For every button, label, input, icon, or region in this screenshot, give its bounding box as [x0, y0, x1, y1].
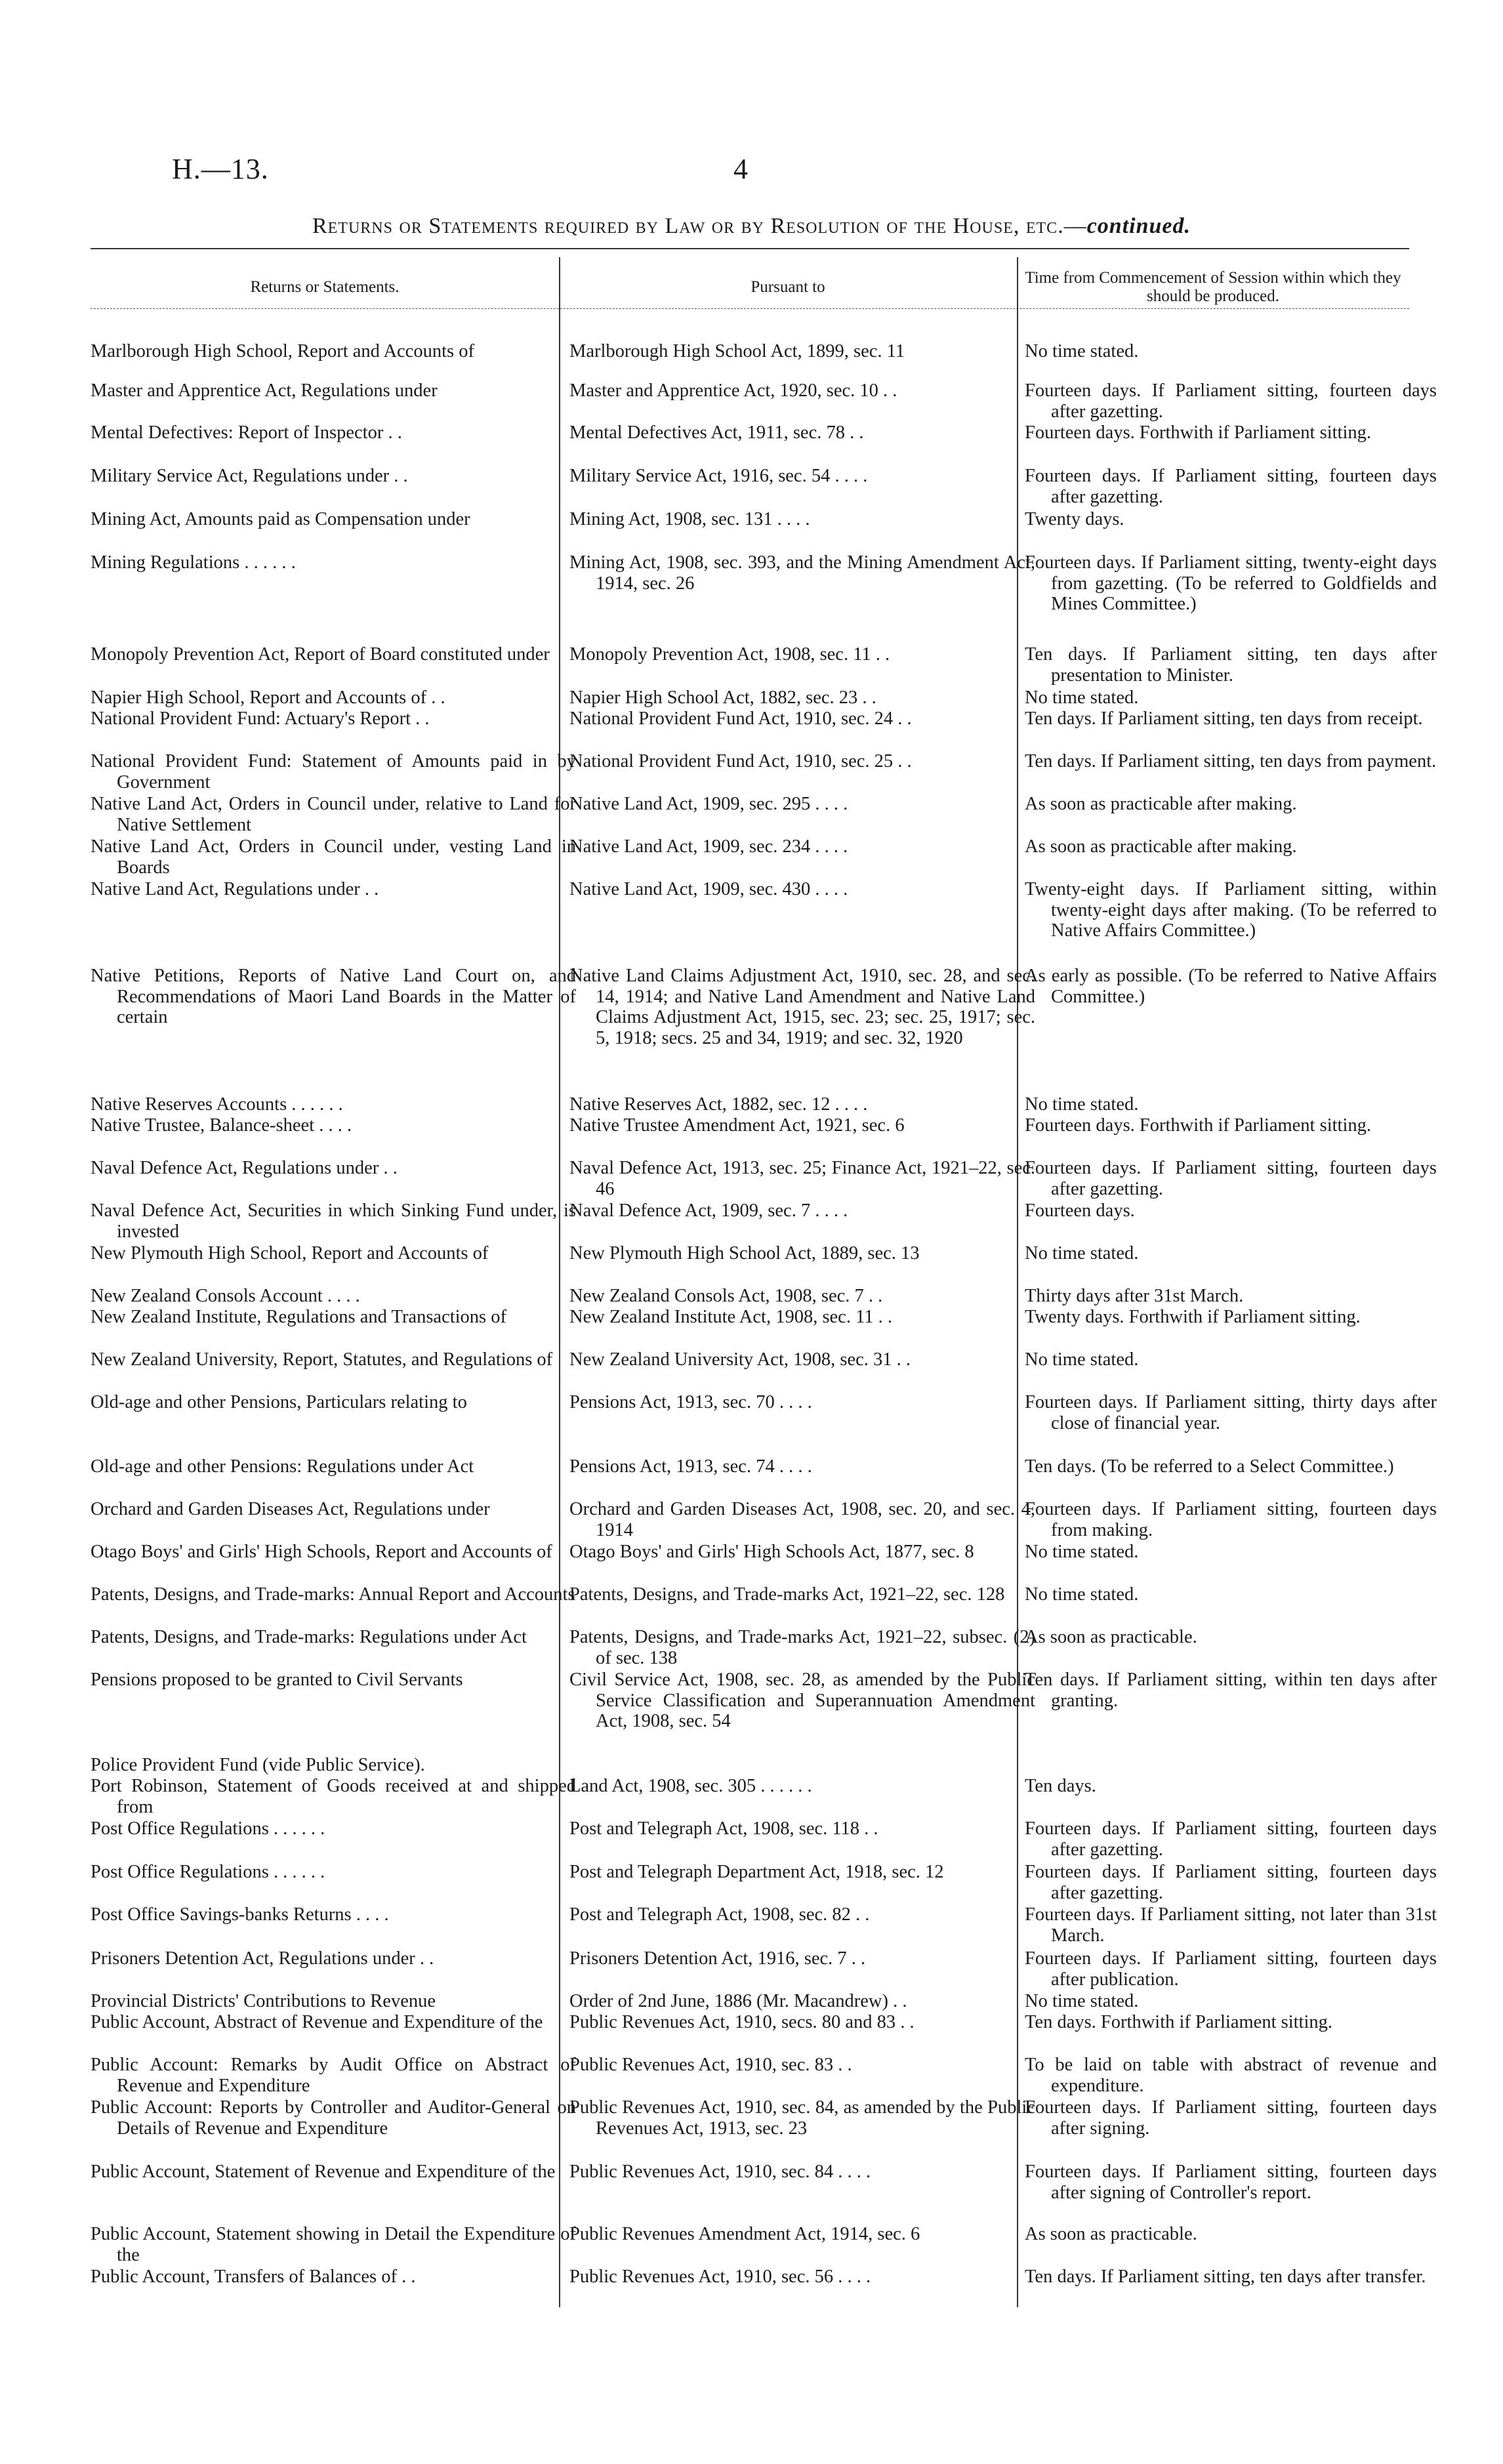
pursuant-cell: Post and Telegraph Department Act, 1918, sec. 12: [569, 1862, 944, 1882]
pursuant-cell: Native Land Act, 1909, sec. 295 . . . .: [569, 794, 848, 814]
returns-cell: Mining Act, Amounts paid as Compensation under: [91, 509, 470, 529]
returns-cell: Military Service Act, Regulations under . .: [91, 466, 408, 486]
pursuant-cell: Order of 2nd June, 1886 (Mr. Macandrew) . .: [569, 1991, 907, 2011]
time-cell: As soon as practicable after making.: [1025, 794, 1297, 814]
time-cell: Fourteen days. Forthwith if Parliament sitting.: [1025, 422, 1371, 443]
returns-cell: National Provident Fund: Actuary's Report . .: [91, 708, 430, 729]
returns-cell: Old-age and other Pensions: Regulations under Act: [91, 1456, 474, 1477]
time-cell: No time stated.: [1025, 341, 1139, 361]
pursuant-cell: Post and Telegraph Act, 1908, sec. 118 . .: [569, 1818, 878, 1839]
returns-cell: Provincial Districts' Contributions to Revenue: [91, 1991, 436, 2011]
pursuant-cell: Marlborough High School Act, 1899, sec. 11: [569, 341, 905, 361]
pursuant-cell: Military Service Act, 1916, sec. 54 . . . .: [569, 466, 868, 486]
column-header-time: Time from Commencement of Session within which they should be produced.: [1025, 269, 1401, 305]
time-cell: No time stated.: [1025, 1094, 1139, 1115]
time-cell: Ten days. If Parliament sitting, ten days after presentation to Minister.: [1025, 644, 1437, 686]
pursuant-cell: Prisoners Detention Act, 1916, sec. 7 . .: [569, 1948, 866, 1969]
time-cell: Fourteen days.: [1025, 1201, 1135, 1221]
time-cell: No time stated.: [1025, 1243, 1139, 1263]
returns-cell: Master and Apprentice Act, Regulations under: [91, 380, 438, 401]
pursuant-cell: Mining Act, 1908, sec. 131 . . . .: [569, 509, 810, 529]
returns-cell: New Zealand Institute, Regulations and Transactions of: [91, 1307, 507, 1327]
time-cell: Ten days. If Parliament sitting, within ten days after granting.: [1025, 1670, 1437, 1711]
pursuant-cell: Mental Defectives Act, 1911, sec. 78 . .: [569, 422, 864, 443]
header-divider: [91, 308, 1409, 309]
returns-cell: New Zealand University, Report, Statutes, and Regulations of: [91, 1349, 553, 1370]
returns-cell: Mental Defectives: Report of Inspector . .: [91, 422, 402, 443]
pursuant-cell: Orchard and Garden Diseases Act, 1908, sec. 20, and sec. 4, 1914: [569, 1499, 1035, 1540]
pursuant-cell: Public Revenues Act, 1910, sec. 83 . .: [569, 2055, 852, 2075]
returns-cell: Native Trustee, Balance-sheet . . . .: [91, 1115, 352, 1136]
pursuant-cell: New Zealand University Act, 1908, sec. 31 . .: [569, 1349, 911, 1370]
time-cell: Ten days. If Parliament sitting, ten days from receipt.: [1025, 708, 1423, 729]
returns-cell: Prisoners Detention Act, Regulations under . .: [91, 1948, 434, 1969]
time-cell: No time stated.: [1025, 688, 1139, 708]
pursuant-cell: New Zealand Institute Act, 1908, sec. 11 . .: [569, 1307, 893, 1327]
column-header-returns: Returns or Statements.: [250, 278, 400, 296]
time-cell: As early as possible. (To be referred to Native Affairs Committee.): [1025, 966, 1437, 1007]
pursuant-cell: Civil Service Act, 1908, sec. 28, as amended by the Public Service Classification and Superannuation Amendment Act, 1908, sec. 54: [569, 1670, 1035, 1731]
returns-cell: Public Account: Remarks by Audit Office on Abstract of Revenue and Expenditure: [91, 2055, 576, 2096]
time-cell: Ten days.: [1025, 1776, 1096, 1796]
pursuant-cell: Native Land Act, 1909, sec. 430 . . . .: [569, 879, 848, 899]
time-cell: Fourteen days. If Parliament sitting, not later than 31st March.: [1025, 1904, 1437, 1946]
time-cell: Fourteen days. If Parliament sitting, fourteen days after gazetting.: [1025, 1818, 1437, 1860]
returns-cell: Public Account: Reports by Controller and Auditor-General on Details of Revenue and Expenditure: [91, 2097, 576, 2139]
returns-cell: Old-age and other Pensions, Particulars relating to: [91, 1392, 467, 1412]
pursuant-cell: Napier High School Act, 1882, sec. 23 . .: [569, 688, 876, 708]
time-cell: Ten days. If Parliament sitting, ten days after transfer.: [1025, 2267, 1426, 2287]
pursuant-cell: Land Act, 1908, sec. 305 . . . . . .: [569, 1776, 812, 1796]
time-cell: Twenty-eight days. If Parliament sitting, within twenty-eight days after making. (To be referred to Native Affairs Committee.): [1025, 879, 1437, 941]
returns-cell: Post Office Regulations . . . . . .: [91, 1818, 325, 1839]
returns-cell: Native Land Act, Orders in Council under, relative to Land for Native Settlement: [91, 794, 576, 835]
time-cell: Twenty days. Forthwith if Parliament sitting.: [1025, 1307, 1361, 1327]
pursuant-cell: Public Revenues Act, 1910, sec. 56 . . . .: [569, 2267, 871, 2287]
returns-cell: Port Robinson, Statement of Goods received at and shipped from: [91, 1776, 576, 1817]
returns-cell: Native Land Act, Orders in Council under, vesting Land in Boards: [91, 836, 576, 878]
returns-cell: Public Account, Statement showing in Detail the Expenditure of the: [91, 2224, 576, 2265]
page-number: 4: [733, 153, 748, 185]
pursuant-cell: Native Reserves Act, 1882, sec. 12 . . . .: [569, 1094, 868, 1115]
pursuant-cell: Patents, Designs, and Trade-marks Act, 1921–22, subsec. (2) of sec. 138: [569, 1627, 1035, 1668]
returns-cell: New Plymouth High School, Report and Accounts of: [91, 1243, 489, 1263]
time-cell: Fourteen days. If Parliament sitting, fourteen days after gazetting.: [1025, 1158, 1437, 1199]
pursuant-cell: Post and Telegraph Act, 1908, sec. 82 . .: [569, 1904, 870, 1925]
time-cell: Fourteen days. If Parliament sitting, thirty days after close of financial year.: [1025, 1392, 1437, 1433]
time-cell: No time stated.: [1025, 1991, 1139, 2011]
time-cell: As soon as practicable.: [1025, 2224, 1197, 2244]
header-rule: [91, 248, 1409, 249]
pursuant-cell: Public Revenues Act, 1910, secs. 80 and 83 . .: [569, 2012, 915, 2032]
time-cell: Ten days. (To be referred to a Select Committee.): [1025, 1456, 1394, 1477]
returns-cell: Public Account, Transfers of Balances of . .: [91, 2267, 416, 2287]
returns-cell: Post Office Regulations . . . . . .: [91, 1862, 325, 1882]
pursuant-cell: Mining Act, 1908, sec. 393, and the Mining Amendment Act, 1914, sec. 26: [569, 552, 1035, 594]
returns-cell: Native Reserves Accounts . . . . . .: [91, 1094, 343, 1115]
pursuant-cell: Naval Defence Act, 1913, sec. 25; Finance Act, 1921–22, sec. 46: [569, 1158, 1035, 1199]
pursuant-cell: Monopoly Prevention Act, 1908, sec. 11 . .: [569, 644, 890, 665]
pursuant-cell: Pensions Act, 1913, sec. 70 . . . .: [569, 1392, 812, 1412]
pursuant-cell: Master and Apprentice Act, 1920, sec. 10 . .: [569, 380, 897, 401]
returns-cell: New Zealand Consols Account . . . .: [91, 1286, 360, 1306]
time-cell: Twenty days.: [1025, 509, 1124, 529]
time-cell: No time stated.: [1025, 1542, 1139, 1562]
time-cell: Fourteen days. If Parliament sitting, fourteen days after gazetting.: [1025, 1862, 1437, 1903]
time-cell: As soon as practicable after making.: [1025, 836, 1297, 857]
pursuant-cell: Pensions Act, 1913, sec. 74 . . . .: [569, 1456, 812, 1477]
returns-cell: Pensions proposed to be granted to Civil Servants: [91, 1670, 463, 1690]
time-cell: Fourteen days. If Parliament sitting, fourteen days from making.: [1025, 1499, 1437, 1540]
returns-cell: Post Office Savings-banks Returns . . . .: [91, 1904, 389, 1925]
time-cell: Fourteen days. If Parliament sitting, twenty-eight days from gazetting. (To be referred to Goldfields and Mines Committee.): [1025, 552, 1437, 614]
column-header-pursuant: Pursuant to: [751, 278, 825, 296]
time-cell: Ten days. If Parliament sitting, ten days from payment.: [1025, 751, 1437, 771]
pursuant-cell: Naval Defence Act, 1909, sec. 7 . . . .: [569, 1201, 848, 1221]
time-cell: Fourteen days. Forthwith if Parliament sitting.: [1025, 1115, 1371, 1136]
returns-cell: Public Account, Abstract of Revenue and Expenditure of the: [91, 2012, 543, 2032]
returns-cell: Patents, Designs, and Trade-marks: Regulations under Act: [91, 1627, 527, 1647]
returns-cell: Monopoly Prevention Act, Report of Board constituted under: [91, 644, 550, 665]
returns-cell: Native Petitions, Reports of Native Land Court on, and Recommendations of Maori Land Boards in the Matter of certain: [91, 966, 576, 1027]
time-cell: Thirty days after 31st March.: [1025, 1286, 1244, 1306]
pursuant-cell: New Zealand Consols Act, 1908, sec. 7 . .: [569, 1286, 883, 1306]
returns-cell: Native Land Act, Regulations under . .: [91, 879, 379, 899]
returns-cell: Mining Regulations . . . . . .: [91, 552, 296, 573]
pursuant-cell: Public Revenues Act, 1910, sec. 84 . . . .: [569, 2162, 871, 2182]
returns-cell: Patents, Designs, and Trade-marks: Annual Report and Accounts: [91, 1584, 575, 1605]
time-cell: As soon as practicable.: [1025, 1627, 1197, 1647]
returns-cell: Public Account, Statement of Revenue and Expenditure of the: [91, 2162, 556, 2182]
time-cell: To be laid on table with abstract of revenue and expenditure.: [1025, 2055, 1437, 2096]
pursuant-cell: New Plymouth High School Act, 1889, sec. 13: [569, 1243, 920, 1263]
returns-cell: Naval Defence Act, Securities in which Sinking Fund under, is invested: [91, 1201, 576, 1242]
pursuant-cell: National Provident Fund Act, 1910, sec. 24 . .: [569, 708, 912, 729]
pursuant-cell: Patents, Designs, and Trade-marks Act, 1921–22, sec. 128: [569, 1584, 1005, 1605]
returns-cell: Police Provident Fund (vide Public Service).: [91, 1755, 425, 1775]
returns-cell: Napier High School, Report and Accounts of . .: [91, 688, 445, 708]
time-cell: No time stated.: [1025, 1584, 1139, 1605]
page-identifier: H.—13.: [172, 153, 269, 185]
page-title: Returns or Statements required by Law or by Resolution of the House, etc.—continued.: [312, 214, 1191, 238]
time-cell: Ten days. Forthwith if Parliament sitting.: [1025, 2012, 1332, 2032]
pursuant-cell: Native Land Act, 1909, sec. 234 . . . .: [569, 836, 848, 857]
time-cell: Fourteen days. If Parliament sitting, fourteen days after gazetting.: [1025, 380, 1437, 422]
returns-cell: National Provident Fund: Statement of Amounts paid in by Government: [91, 751, 576, 792]
pursuant-cell: Public Revenues Act, 1910, sec. 84, as amended by the Public Revenues Act, 1913, sec. 23: [569, 2097, 1035, 2139]
pursuant-cell: Native Land Claims Adjustment Act, 1910, sec. 28, and sec. 14, 1914; and Native Land Amendment and Native Land Claims Adjustment Act, 1915, sec. 23; sec. 25, 1917; sec. 5, 1918; secs. 25 and 34, 1919; and sec. 32, 1920: [569, 966, 1035, 1048]
time-cell: No time stated.: [1025, 1349, 1139, 1370]
pursuant-cell: Otago Boys' and Girls' High Schools Act, 1877, sec. 8: [569, 1542, 974, 1562]
returns-cell: Marlborough High School, Report and Accounts of: [91, 341, 474, 361]
time-cell: Fourteen days. If Parliament sitting, fourteen days after gazetting.: [1025, 466, 1437, 507]
time-cell: Fourteen days. If Parliament sitting, fourteen days after signing.: [1025, 2097, 1437, 2139]
pursuant-cell: National Provident Fund Act, 1910, sec. 25 . .: [569, 751, 912, 771]
pursuant-cell: Public Revenues Amendment Act, 1914, sec. 6: [569, 2224, 920, 2244]
time-cell: Fourteen days. If Parliament sitting, fourteen days after publication.: [1025, 1948, 1437, 1990]
returns-cell: Otago Boys' and Girls' High Schools, Report and Accounts of: [91, 1542, 552, 1562]
pursuant-cell: Native Trustee Amendment Act, 1921, sec. 6: [569, 1115, 905, 1136]
returns-cell: Orchard and Garden Diseases Act, Regulations under: [91, 1499, 490, 1519]
returns-cell: Naval Defence Act, Regulations under . .: [91, 1158, 398, 1178]
time-cell: Fourteen days. If Parliament sitting, fourteen days after signing of Controller's report.: [1025, 2162, 1437, 2203]
